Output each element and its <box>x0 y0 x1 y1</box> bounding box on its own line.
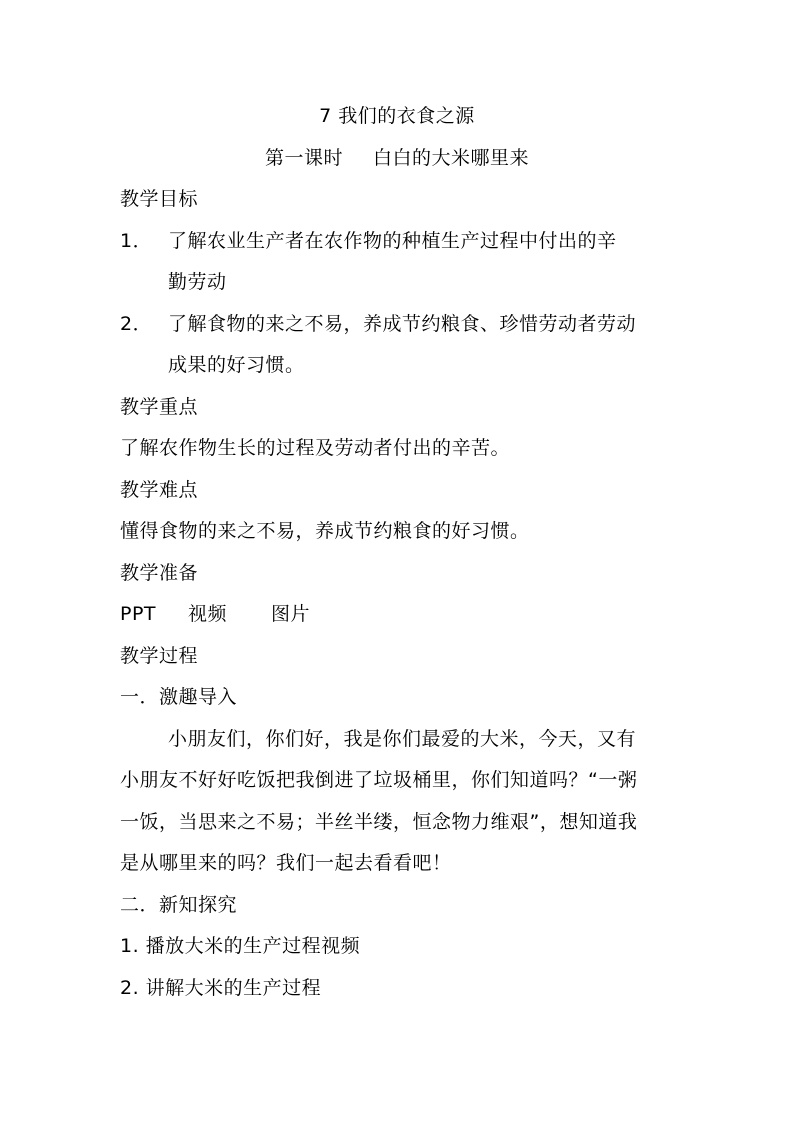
doc-title: 7 我们的衣食之源 <box>319 105 475 127</box>
difficulty-text: 懂得食物的来之不易，养成节约粮食的好习惯。 <box>120 520 530 542</box>
objective-1-line-2: 勤劳动 <box>168 271 227 293</box>
objective-1-number: 1． <box>120 230 153 252</box>
prep-item-ppt: PPT <box>120 603 157 625</box>
preparation-heading: 教学准备 <box>120 562 199 584</box>
objective-2-line-1: 了解食物的来之不易，养成节约粮食、珍惜劳动者劳动 <box>168 313 637 335</box>
step-2-item-1: 1. 播放大米的生产过程视频 <box>120 935 361 957</box>
doc-subtitle <box>0 146 794 170</box>
step-1-heading: 一．激趣导入 <box>120 686 238 708</box>
intro-paragraph-line-2: 小朋友不好好吃饭把我倒进了垃圾桶里，你们知道吗？“一粥 <box>120 769 638 791</box>
intro-paragraph-line-3: 一饭，当思来之不易；半丝半缕，恒念物力维艰”，想知道我 <box>120 811 638 833</box>
prep-item-video: 视频 <box>188 603 228 625</box>
intro-paragraph-line-1: 小朋友们，你们好，我是你们最爱的大米，今天，又有 <box>168 728 637 750</box>
prep-item-pictures: 图片 <box>271 603 311 625</box>
intro-paragraph-line-4: 是从哪里来的吗？我们一起去看看吧！ <box>120 852 452 874</box>
subtitle-topic: 白白的大米哪里来 <box>373 147 530 169</box>
objectives-heading: 教学目标 <box>120 188 199 210</box>
key-points-heading: 教学重点 <box>120 396 199 418</box>
preparation-items <box>120 602 310 626</box>
subtitle-lesson: 第一课时 <box>264 147 343 169</box>
objective-2-number: 2． <box>120 313 153 335</box>
objective-1-line-1: 了解农业生产者在农作物的种植生产过程中付出的辛 <box>168 230 617 252</box>
objective-2-line-2: 成果的好习惯。 <box>168 354 305 376</box>
key-points-text: 了解农作物生长的过程及劳动者付出的辛苦。 <box>120 437 511 459</box>
difficulty-heading: 教学难点 <box>120 479 199 501</box>
step-2-item-2: 2. 讲解大米的生产过程 <box>120 977 322 999</box>
step-2-heading: 二．新知探究 <box>120 894 238 916</box>
process-heading: 教学过程 <box>120 645 199 667</box>
